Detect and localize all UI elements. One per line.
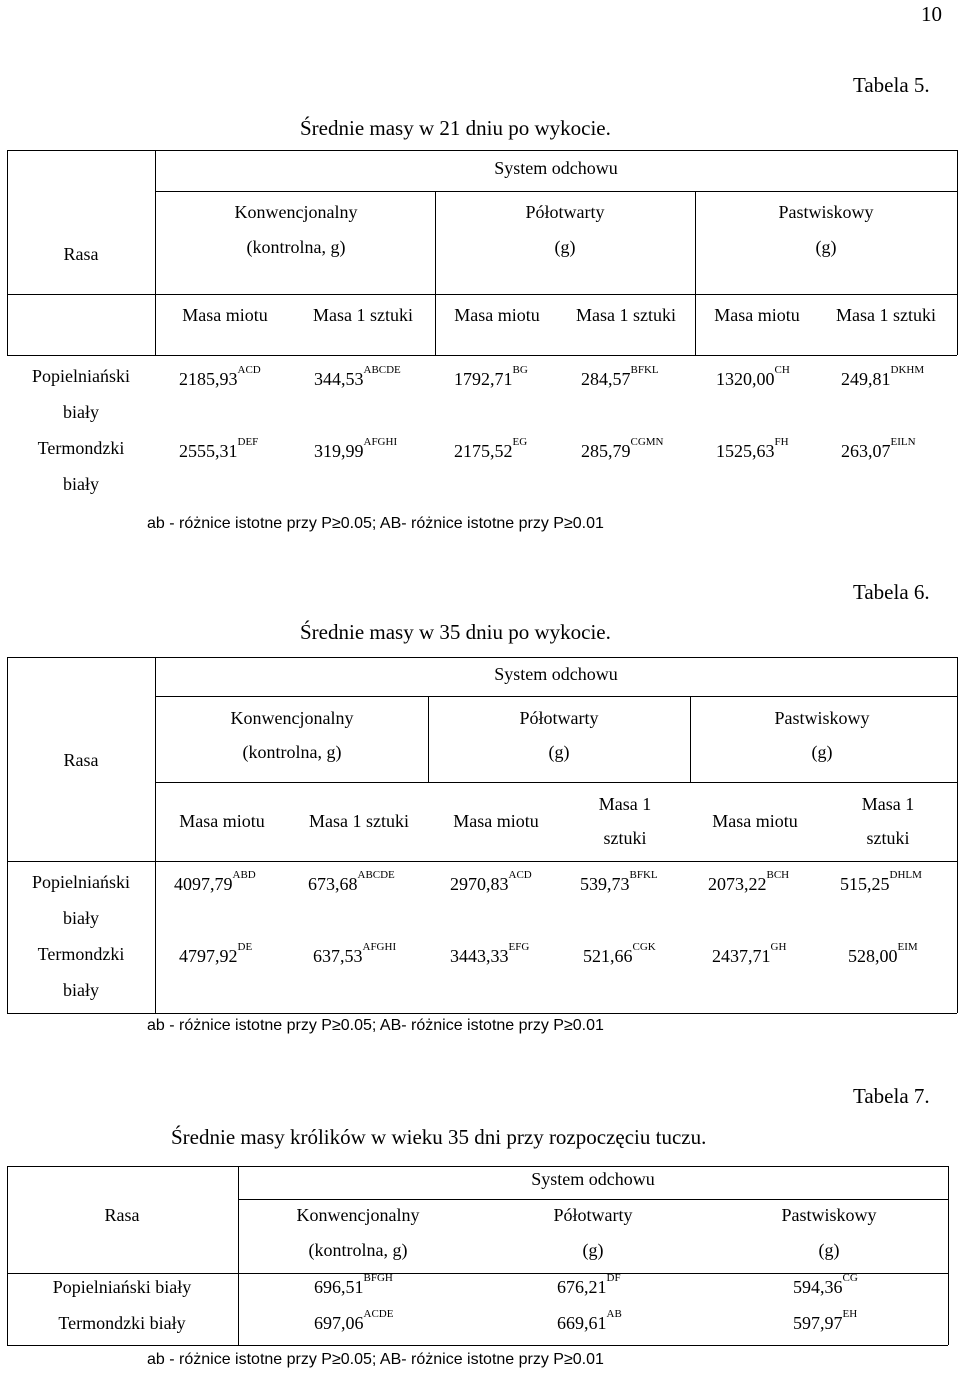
table6-group-name: Konwencjonalny [230,708,354,728]
significance-letters: CG [842,1272,858,1284]
table6-system-header: System odchowu [494,664,618,684]
table7-group-name: Półotwarty [553,1205,633,1225]
table5-group-name: Półotwarty [525,202,605,222]
table7-group-name: Pastwiskowy [781,1205,877,1225]
table7-group-unit: (g) [582,1240,604,1260]
significance-letters: CGMN [630,436,664,448]
cell-value: 539,73 [580,874,630,894]
table-cell [793,1272,858,1298]
table6-col-header: sztuki [866,828,910,848]
table-cell [557,1272,621,1298]
significance-letters: EH [842,1308,858,1320]
significance-letters: ACD [237,364,261,376]
significance-letters: ABCDE [363,364,401,376]
cell-value: 2970,83 [450,874,509,894]
table-cell [793,1308,858,1334]
table-cell [450,941,530,967]
table5-rasa-header: Rasa [63,244,99,264]
table6-col-header: Masa miotu [453,811,539,831]
table7-rasa-header: Rasa [104,1205,140,1225]
table5-col-header: Masa miotu [714,305,800,325]
table7-group-unit: (g) [818,1240,840,1260]
table6-title: Średnie masy w 35 dniu po wykocie. [300,620,611,644]
table-cell [716,436,789,462]
significance-letters: BG [512,364,528,376]
cell-value: 528,00 [848,946,898,966]
breed-name: Popielniański [32,366,130,386]
significance-letters: AFGHI [363,436,398,448]
cell-value: 285,79 [581,441,631,461]
table-cell [712,941,787,967]
significance-letters: CGK [632,941,656,953]
significance-letters: ACD [508,869,532,881]
table5-group-unit: (kontrolna, g) [246,237,346,257]
significance-letters: BCH [766,869,790,881]
cell-value: 1525,63 [716,441,775,461]
significance-letters: BFKL [629,869,658,881]
breed-name: Popielniański biały [52,1277,192,1297]
table-cell [313,941,397,967]
table6-label: Tabela 6. [853,580,930,604]
table5-note: ab - różnice istotne przy P≥0.05; AB- różnice istotne przy P≥0.01 [147,515,604,532]
table6-col-header: Masa 1 [598,794,652,814]
breed-name: biały [63,474,99,494]
cell-value: 597,97 [793,1313,843,1333]
cell-value: 637,53 [313,946,363,966]
table-cell [314,436,398,462]
significance-letters: DE [237,941,253,953]
table6-group-unit: (g) [548,742,570,762]
table6-col-header: Masa 1 sztuki [309,811,409,831]
table-cell [580,869,658,895]
breed-name: Termondzki [37,944,125,964]
cell-value: 2437,71 [712,946,771,966]
cell-value: 284,57 [581,369,631,389]
table6-group-unit: (g) [811,742,833,762]
significance-letters: DF [606,1272,621,1284]
significance-letters: FH [774,436,789,448]
table6-col-header: Masa 1 [861,794,915,814]
significance-letters: ABCDE [357,869,395,881]
cell-value: 697,06 [314,1313,364,1333]
breed-name: biały [63,908,99,928]
significance-letters: EFG [508,941,530,953]
table-cell [716,364,790,390]
breed-name: biały [63,980,99,1000]
table7-title: Średnie masy królików w wieku 35 dni przy rozpoczęciu tuczu. [171,1125,707,1149]
table-cell [314,364,401,390]
table-cell [841,364,925,390]
table-cell [314,1308,394,1334]
table-cell [581,364,659,390]
cell-value: 2175,52 [454,441,513,461]
table-cell [174,869,256,895]
breed-name: Termondzki [37,438,125,458]
cell-value: 319,99 [314,441,364,461]
cell-value: 696,51 [314,1277,364,1297]
cell-value: 263,07 [841,441,891,461]
table-cell [454,436,528,462]
table-cell [179,941,253,967]
table-cell [179,364,261,390]
significance-letters: ABD [232,869,256,881]
table6-col-header: Masa miotu [179,811,265,831]
breed-name: Termondzki biały [58,1313,186,1333]
table7-label: Tabela 7. [853,1084,930,1108]
cell-value: 2073,22 [708,874,767,894]
table-cell [841,436,916,462]
cell-value: 1792,71 [454,369,513,389]
page-number: 10 [921,2,942,26]
cell-value: 594,36 [793,1277,843,1297]
table5-group-name: Pastwiskowy [778,202,874,222]
table6-col-header: Masa miotu [712,811,798,831]
cell-value: 673,68 [308,874,358,894]
table7-group-name: Konwencjonalny [296,1205,420,1225]
significance-letters: EILN [890,436,916,448]
cell-value: 515,25 [840,874,890,894]
table6-group-name: Półotwarty [519,708,599,728]
table6-rasa-header: Rasa [63,750,99,770]
significance-letters: DKHM [890,364,925,376]
table6-group-unit: (kontrolna, g) [242,742,342,762]
cell-value: 676,21 [557,1277,607,1297]
cell-value: 2555,31 [179,441,238,461]
table-cell [179,436,259,462]
significance-letters: BFKL [630,364,659,376]
significance-letters: EIM [897,941,918,953]
table7-group-unit: (kontrolna, g) [308,1240,408,1260]
breed-name: Popielniański [32,872,130,892]
significance-letters: AFGHI [362,941,397,953]
table5-col-header: Masa 1 sztuki [576,305,676,325]
table7-note: ab - różnice istotne przy P≥0.05; AB- różnice istotne przy P≥0.01 [147,1351,604,1368]
table-cell [557,1308,622,1334]
table-cell [708,869,790,895]
table6-note: ab - różnice istotne przy P≥0.05; AB- różnice istotne przy P≥0.01 [147,1017,604,1034]
cell-value: 4097,79 [174,874,233,894]
cell-value: 669,61 [557,1313,607,1333]
table-cell [308,869,395,895]
table6-group-name: Pastwiskowy [774,708,870,728]
table-cell [314,1272,393,1298]
table5-col-header: Masa 1 sztuki [836,305,936,325]
table5-title: Średnie masy w 21 dniu po wykocie. [300,116,611,140]
table7-system-header: System odchowu [531,1169,655,1189]
significance-letters: EG [512,436,528,448]
significance-letters: DHLM [889,869,922,881]
significance-letters: ACDE [363,1308,394,1320]
significance-letters: DEF [237,436,259,448]
significance-letters: BFGH [363,1272,393,1284]
significance-letters: CH [774,364,790,376]
cell-value: 3443,33 [450,946,509,966]
breed-name: biały [63,402,99,422]
table-cell [848,941,918,967]
table5-col-header: Masa miotu [182,305,268,325]
table-cell [454,364,528,390]
significance-letters: AB [606,1308,622,1320]
table-cell [581,436,664,462]
table-cell [840,869,922,895]
table-cell [583,941,656,967]
table5-label: Tabela 5. [853,73,930,97]
table5-group-unit: (g) [554,237,576,257]
cell-value: 1320,00 [716,369,775,389]
cell-value: 521,66 [583,946,633,966]
table-cell [450,869,532,895]
table5-col-header: Masa miotu [454,305,540,325]
cell-value: 2185,93 [179,369,238,389]
table5-system-header: System odchowu [494,158,618,178]
table5-col-header: Masa 1 sztuki [313,305,413,325]
table5-group-unit: (g) [815,237,837,257]
significance-letters: GH [770,941,787,953]
cell-value: 344,53 [314,369,364,389]
cell-value: 249,81 [841,369,891,389]
table5-group-name: Konwencjonalny [234,202,358,222]
table6-col-header: sztuki [603,828,647,848]
cell-value: 4797,92 [179,946,238,966]
